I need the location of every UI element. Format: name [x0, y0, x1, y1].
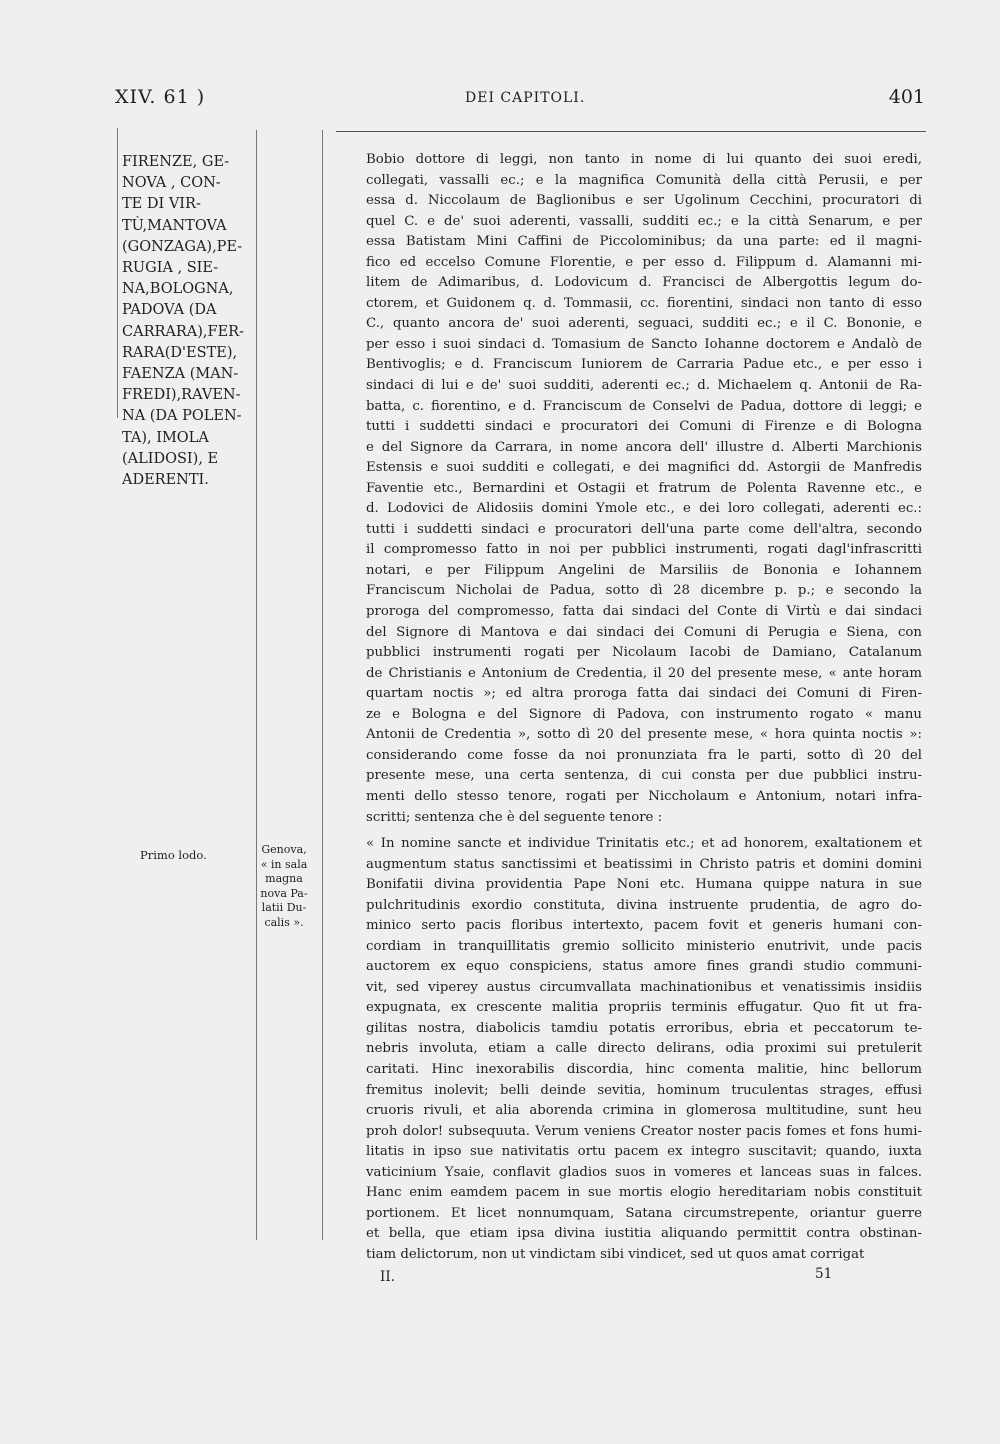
text-line: ctorem, et Guidonem q. d. Tommasii, cc. fiorentini, sindaci non tanto di esso — [366, 295, 922, 311]
margin-note-line: TÙ,MANTOVA — [122, 217, 227, 234]
text-line: Bobio dottore di leggi, non tanto in nome di lui quanto dei suoi eredi, — [366, 152, 922, 167]
text-line: Bonifatii divina providentia Pape Noni etc. Humana quippe natura in sue — [366, 877, 922, 893]
margin-note-primo-lodo: Primo lodo. — [140, 848, 207, 862]
text-line: Franciscum Nicholai de Padua, sotto dì 28 dicembre p. p.; e secondo la — [366, 583, 922, 599]
text-line: de Christianis e Antonium de Credentia, il 20 del presente mese, « ante horam — [366, 665, 922, 681]
text-line: portionem. Et licet nonnumquam, Satana circumstrepente, oriantur guerre — [366, 1205, 922, 1221]
location-line: magna — [265, 872, 303, 885]
text-line: per esso i suoi sindaci d. Tomasium de Sancto Iohanne doctorem e Andalò de — [366, 336, 922, 352]
margin-note-line: NA,BOLOGNA, — [122, 281, 234, 298]
text-line: presente mese, una certa sentenza, di cui consta per due pubblici instru- — [366, 768, 922, 784]
text-line: Hanc enim eamdem pacem in sue mortis elogio hereditariam nobis constituit — [366, 1185, 922, 1201]
margin-note-line: TA), IMOLA — [122, 429, 209, 446]
margin-rule-middle — [256, 130, 257, 1240]
text-line: pubblici instrumenti rogati per Nicolaum Iacobi de Damiano, Catalanum — [366, 645, 922, 661]
text-line: scritti; sentenza che è del seguente tenore : — [366, 809, 663, 825]
margin-note-line: CARRARA),FER- — [122, 323, 244, 340]
text-line: notari, e per Filippum Angelini de Marsiliis de Bononia e Iohannem — [366, 562, 922, 578]
text-line: litem de Adimaribus, d. Lodovicum d. Francisci de Albergottis legum do- — [366, 275, 922, 291]
margin-note-line: NA (DA POLEN- — [122, 408, 242, 425]
text-line: menti dello stesso tenore, rogati per Niccholaum e Antonium, notari infra- — [366, 788, 922, 804]
text-line: nebris involuta, etiam a calle directo delirans, odia proximi sui pretulerit — [366, 1041, 922, 1057]
text-line: proh dolor! subsequuta. Verum veniens Creator noster pacis fomes et fons humi- — [366, 1123, 922, 1139]
margin-note-line: (ALIDOSI), E — [122, 450, 219, 467]
location-line: Genova, — [261, 843, 307, 856]
sheet-number: 51 — [815, 1266, 833, 1282]
location-line: nova Pa- — [260, 886, 308, 900]
text-line: caritati. Hinc inexorabilis discordia, hinc comenta malitie, hinc bellorum — [366, 1062, 922, 1078]
margin-rule-left — [117, 128, 118, 418]
text-line: tutti i suddetti sindaci e procuratori dell'una parte come dell'altra, secondo — [366, 521, 922, 537]
text-line: vit, sed viperey austus circumvallata machinationibus et venatissimis insidiis — [366, 979, 922, 995]
text-line: pulchritudinis exordio constituta, divina instruente prudentia, de agro do- — [366, 897, 922, 913]
text-line: essa d. Niccolaum de Baglionibus e ser Ugolinum Cecchini, procuratori di — [366, 193, 922, 209]
margin-note-line: FAENZA (MAN- — [122, 366, 239, 383]
text-line: proroga del compromesso, fatta dai sindaci del Conte di Virtù e dai sindaci — [366, 604, 922, 620]
page-number: 401 — [888, 86, 925, 108]
margin-note-line: (GONZAGA),PE- — [122, 238, 243, 255]
location-line: « in sala — [260, 857, 308, 871]
margin-note-line: NOVA , CON- — [122, 175, 221, 192]
text-line: expugnata, ex crescente malitia propriis terminis effugatur. Quo fit ut fra- — [366, 1000, 922, 1016]
margin-note-line: FIRENZE, GE- — [122, 154, 230, 170]
text-line: litatis in ipso sue nativitatis ortu pacem ex integro suscitavit; quando, iuxta — [366, 1144, 922, 1160]
margin-note-location — [254, 843, 314, 930]
section-reference: XIV. 61 ) — [115, 86, 206, 108]
paragraph-latin — [366, 834, 922, 1265]
margin-note-line: PADOVA (DA — [122, 302, 217, 319]
text-line: gilitas nostra, diabolicis tamdiu potatis erroribus, ebria et peccatorum te- — [366, 1020, 922, 1036]
text-line: d. Lodovici de Alidosiis domini Ymole etc., e dei loro collegati, aderenti ec.: — [366, 501, 922, 517]
signature-mark: II. — [380, 1269, 395, 1285]
text-line: quel C. e de' suoi aderenti, vassalli, sudditi ec.; e la città Senarum, e per — [366, 213, 922, 229]
text-line: essa Batistam Mini Caffini de Piccolominibus; da una parte: ed il magni- — [366, 234, 922, 250]
text-line: vaticinium Ysaie, conflavit gladios suos in vomeres et lanceas suas in falces. — [366, 1164, 922, 1180]
text-line: Estensis e suoi sudditi e collegati, e dei magnifici dd. Astorgii de Manfredis — [366, 460, 922, 476]
text-line: considerando come fosse da noi pronunziata fra le parti, sotto dì 20 del — [366, 747, 922, 763]
margin-note-line: TE DI VIR- — [122, 196, 201, 213]
margin-note-line: FREDI),RAVEN- — [122, 387, 241, 404]
text-line: il compromesso fatto in noi per pubblici instrumenti, rogati dagl'infrascritti — [366, 542, 922, 558]
margin-rule-right — [322, 130, 323, 1240]
header-rule — [336, 131, 926, 132]
text-line: « In nomine sancte et individue Trinitatis etc.; et ad honorem, exaltationem et — [366, 836, 922, 851]
text-line: minico serto pacis floribus intertexto, pacem fovit et generis humani con- — [366, 918, 922, 934]
text-line: quartam noctis »; ed altra proroga fatta dai sindaci dei Comuni di Firen- — [366, 686, 922, 702]
text-line: et bella, que etiam ipsa divina iustitia aliquando permittit contra obstinan- — [366, 1226, 922, 1242]
margin-note-line: ADERENTI. — [122, 472, 209, 489]
margin-note-parties — [122, 152, 250, 491]
running-header — [115, 86, 925, 116]
text-line: cruoris rivuli, et alia aborenda crimina in glomerosa multitudine, sunt heu — [366, 1103, 922, 1119]
text-line: auctorem ex equo conspiciens, status amore fines grandi studio communi- — [366, 959, 922, 975]
text-line: collegati, vassalli ec.; e la magnifica Comunità della città Perusii, e per — [366, 172, 922, 188]
text-line: Faventie etc., Bernardini et Ostagii et fratrum de Polenta Ravenne etc., e — [366, 480, 922, 496]
text-line: fico ed eccelso Comune Florentie, e per esso d. Filippum d. Alamanni mi- — [366, 254, 922, 270]
text-line: cordiam in tranquillitatis gremio sollicito ministerio enutrivit, unde pacis — [366, 938, 922, 954]
text-line: tutti i suddetti sindaci e procuratori dei Comuni di Firenze e di Bologna — [366, 419, 922, 435]
text-line: C., quanto ancora de' suoi aderenti, seguaci, sudditi ec.; e il C. Bononie, e — [366, 316, 922, 332]
location-line: latii Du- — [261, 901, 307, 914]
text-line: e del Signore da Carrara, in nome ancora dell' illustre d. Alberti Marchionis — [366, 439, 922, 455]
margin-note-line: RARA(D'ESTE), — [122, 344, 238, 361]
location-line: calis ». — [264, 915, 304, 929]
text-line: augmentum status sanctissimi et beatissimi in Christo patris et domini domini — [366, 856, 922, 872]
text-line: ze e Bologna e del Signore di Padova, con instrumento rogato « manu — [366, 706, 922, 722]
text-line: del Signore di Mantova e dai sindaci dei Comuni di Perugia e Siena, con — [366, 624, 922, 640]
paragraph-italian — [366, 150, 922, 828]
text-line: sindaci di lui e de' suoi sudditi, aderenti ec.; d. Michaelem q. Antonii de Ra- — [366, 378, 922, 394]
text-line: fremitus inolevit; belli deinde sevitia, hominum truculentas strages, effusi — [366, 1082, 922, 1098]
text-line: tiam delictorum, non ut vindictam sibi vindicet, sed ut quos amat corrigat — [366, 1246, 865, 1262]
running-title: DEI CAPITOLI. — [465, 90, 586, 106]
text-line: Antonii de Credentia », sotto dì 20 del presente mese, « hora quinta noctis »: — [366, 727, 922, 743]
margin-note-line: RUGIA , SIE- — [122, 260, 219, 277]
text-line: Bentivoglis; e d. Franciscum Iuniorem de Carraria Padue etc., e per esso i — [366, 357, 922, 373]
text-line: batta, c. fiorentino, e d. Franciscum de Conselvi de Padua, dottore di leggi; e — [366, 398, 922, 414]
